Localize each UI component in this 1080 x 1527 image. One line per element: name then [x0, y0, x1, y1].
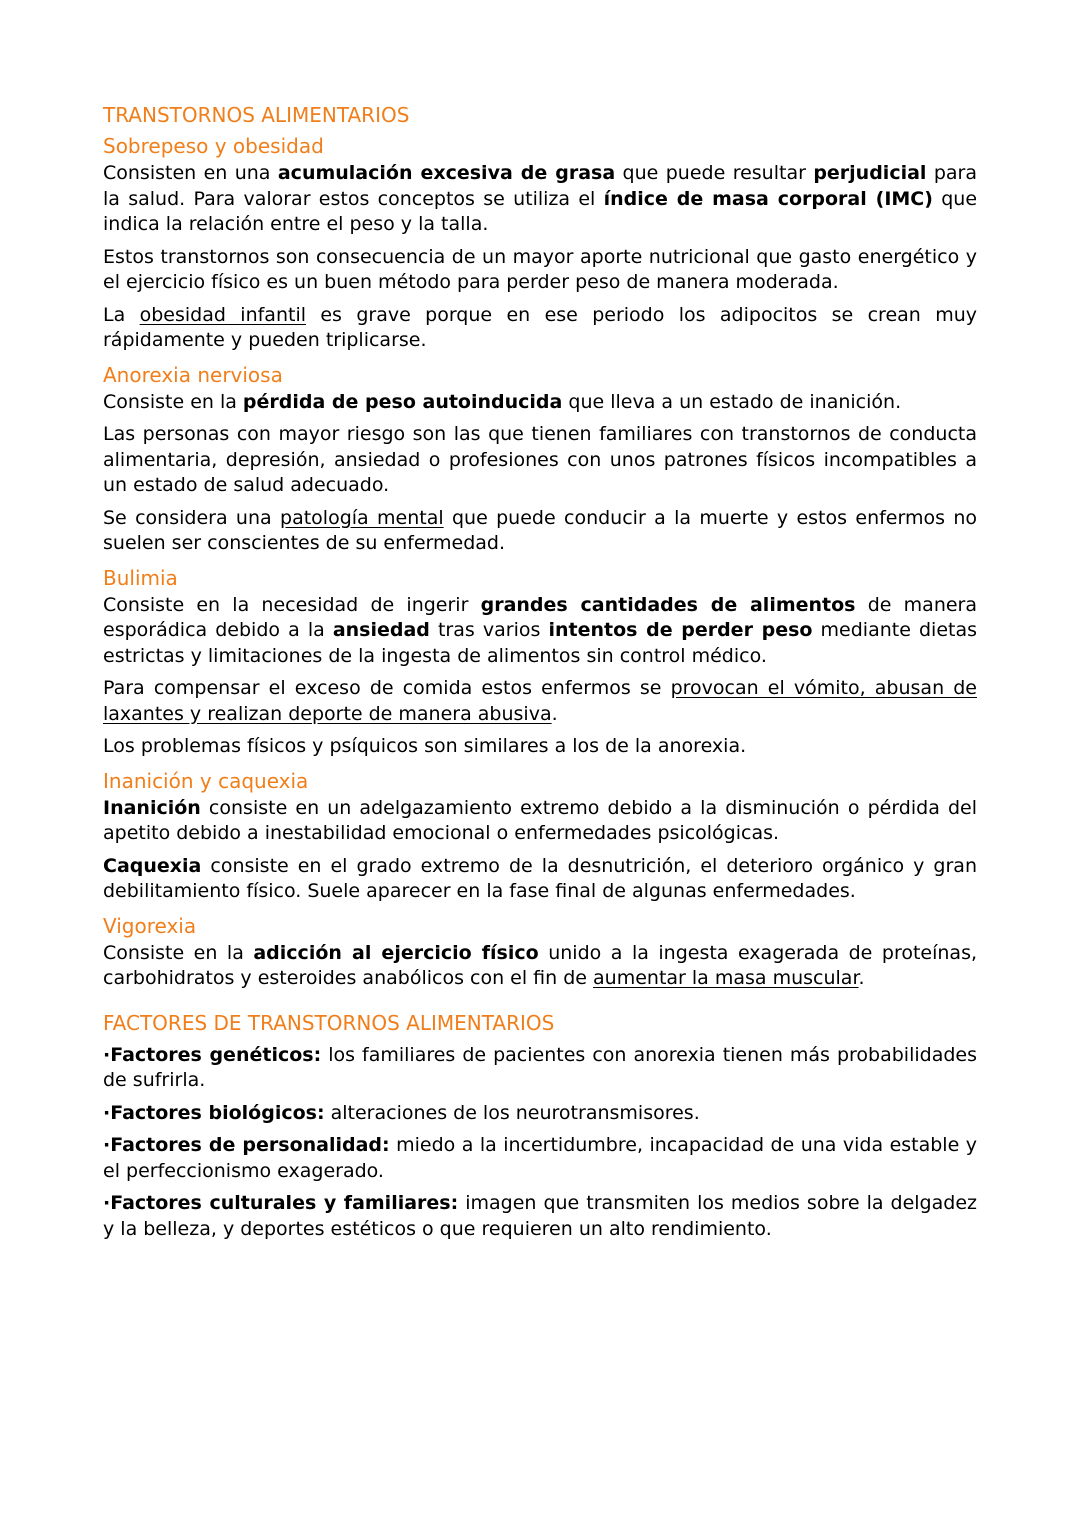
heading-inanicion: Inanición y caquexia [103, 768, 309, 793]
factor-label: ·Factores de personalidad: [103, 1134, 390, 1156]
factor-item: ·Factores culturales y familiares: imagen que transmiten los medios sobre la delgadez y la belleza, y deportes estéticos o que requieren un alto rendimiento. [103, 1192, 977, 1240]
underlined-term: obesidad infantil [139, 303, 306, 326]
heading-anorexia: Anorexia nerviosa [103, 362, 283, 387]
factor-label: ·Factores genéticos: [103, 1043, 322, 1066]
section-title-transtornos: TRANSTORNOS ALIMENTARIOS [103, 103, 410, 127]
bold-term: pérdida de peso autoinducida [242, 390, 563, 413]
underlined-term: provocan el vómito, abusan de laxantes y realizan deporte de manera abusiva [103, 677, 977, 725]
heading-vigorexia: Vigorexia [103, 913, 197, 938]
paragraph-bulimia-1: Consiste en la necesidad de ingerir grandes cantidades de alimentos de manera esporádica debido a la ansiedad tras varios intentos de perder peso mediante dietas estrictas y limitaciones de la ingesta de alimentos sin control médico. [103, 593, 978, 667]
bold-term: perjudicial [813, 162, 927, 184]
paragraph-anorexia-3: Se considera una patología mental que puede conducir a la muerte y estos enfermos no suelen ser conscientes de su enfermedad. [103, 506, 978, 554]
bold-term: Caquexia [103, 854, 202, 877]
bold-term: acumulación excesiva de grasa [277, 162, 616, 184]
factor-item: ·Factores biológicos: alteraciones de los neurotransmisores. [103, 1101, 700, 1124]
factor-item: ·Factores de personalidad: miedo a la incertidumbre, incapacidad de una vida estable y el perfeccionismo exagerado. [103, 1134, 977, 1182]
underlined-term: aumentar la masa muscular [593, 967, 859, 989]
heading-bulimia: Bulimia [103, 565, 178, 590]
factor-label: ·Factores culturales y familiares: [103, 1192, 459, 1214]
paragraph-inanicion-1: Inanición consiste en un adelgazamiento extremo debido a la disminución o pérdida del apetito debido a inestabilidad emocional o enfermedades psicológicas. [103, 796, 977, 844]
paragraph-anorexia-1: Consiste en la pérdida de peso autoinducida que lleva a un estado de inanición. [103, 390, 902, 413]
paragraph-bulimia-2: Para compensar el exceso de comida estos enfermos se provocan el vómito, abusan de laxantes y realizan deporte de manera abusiva. [103, 677, 977, 725]
paragraph-sobrepeso-3: La obesidad infantil es grave porque en ese periodo los adipocitos se crean muy rápidamente y pueden triplicarse. [103, 303, 977, 351]
heading-sobrepeso: Sobrepeso y obesidad [103, 134, 324, 158]
factor-item: ·Factores genéticos: los familiares de pacientes con anorexia tienen más probabilidades de sufrirla. [103, 1043, 977, 1091]
paragraph-caquexia: Caquexia consiste en el grado extremo de la desnutrición, el deterioro orgánico y gran debilitamiento físico. Suele aparecer en la fase final de algunas enfermedades. [103, 854, 977, 902]
section-title-factores: FACTORES DE TRANSTORNOS ALIMENTARIOS [103, 1010, 555, 1035]
paragraph-anorexia-2: Las personas con mayor riesgo son las que tienen familiares con transtornos de conducta alimentaria, depresión, ansiedad o profesiones con unos patrones físicos incompatibles a un estado de salud adecuado. [103, 423, 977, 496]
paragraph-sobrepeso-2: Estos transtornos son consecuencia de un mayor aporte nutricional que gasto energético y el ejercicio físico es un buen método para perder peso de manera moderada. [103, 245, 977, 293]
bold-term: ansiedad [332, 619, 430, 641]
underlined-term: patología mental [280, 506, 444, 529]
bold-term: adicción al ejercicio físico [253, 941, 539, 964]
paragraph-sobrepeso-1: Consisten en una acumulación excesiva de grasa que puede resultar perjudicial para la salud. Para valorar estos conceptos se utiliza el índice de masa corporal (IMC) que indica la relación entre el peso y la talla. [103, 162, 978, 235]
document-page [103, 100, 977, 1249]
paragraph-bulimia-3: Los problemas físicos y psíquicos son similares a los de la anorexia. [103, 735, 747, 757]
bold-term: índice de masa corporal (IMC) [603, 187, 933, 210]
bold-term: intentos de perder peso [548, 619, 813, 641]
bold-term: grandes cantidades de alimentos [480, 593, 856, 616]
bold-term: Inanición [103, 796, 201, 819]
factor-label: ·Factores biológicos: [103, 1101, 325, 1124]
paragraph-vigorexia: Consiste en la adicción al ejercicio físico unido a la ingesta exagerada de proteínas, carbohidratos y esteroides anabólicos con el fin de aumentar la masa muscular. [103, 941, 978, 989]
